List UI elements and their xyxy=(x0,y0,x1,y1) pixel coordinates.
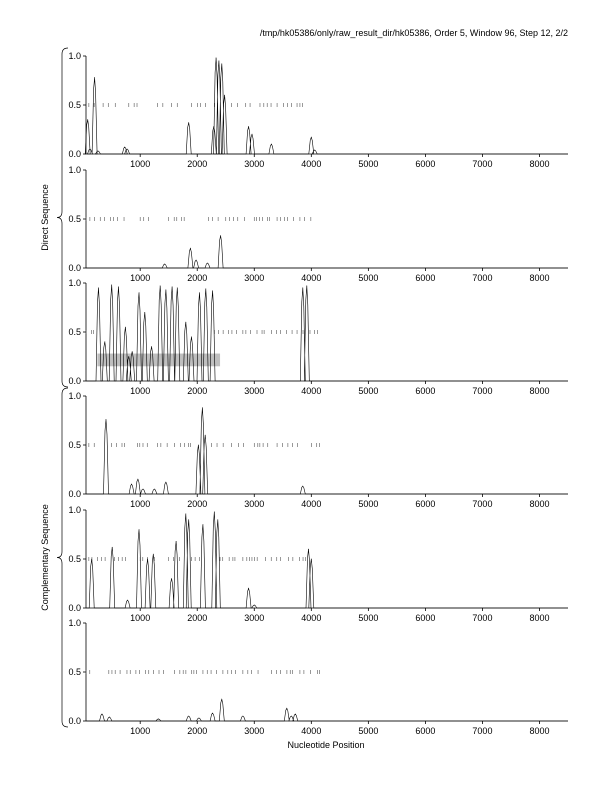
peak-point xyxy=(153,554,154,555)
peak-point xyxy=(102,714,103,715)
peak-point xyxy=(311,137,312,138)
x-tick-label: 8000 xyxy=(529,386,550,396)
mark-cluster xyxy=(174,670,196,674)
panel-3 xyxy=(68,278,568,396)
x-tick-label: 7000 xyxy=(472,613,493,623)
peak-point xyxy=(165,482,166,483)
peak-point xyxy=(217,519,218,520)
x-tick-label: 1000 xyxy=(130,273,151,283)
x-tick-label: 7000 xyxy=(472,159,493,169)
peak-point xyxy=(124,147,125,148)
mark-cluster xyxy=(103,103,115,107)
x-tick-label: 3000 xyxy=(244,499,265,509)
peak-point xyxy=(220,235,221,236)
peak-point xyxy=(188,519,189,520)
brace xyxy=(57,48,68,387)
peak-point xyxy=(109,717,110,718)
mark-cluster xyxy=(231,103,237,107)
peak-point xyxy=(139,292,140,293)
peak-point xyxy=(291,716,292,717)
mark-cluster xyxy=(288,557,305,561)
mark-cluster xyxy=(157,103,163,107)
peak-point xyxy=(158,719,159,720)
peak-point xyxy=(248,588,249,589)
mark-cluster xyxy=(277,103,292,107)
x-tick-label: 4000 xyxy=(301,499,322,509)
signal-line xyxy=(86,236,568,268)
mark-cluster xyxy=(231,443,243,447)
mark-cluster xyxy=(100,217,124,221)
peak-point xyxy=(118,287,119,288)
peak-point xyxy=(127,149,128,150)
peak-point xyxy=(91,559,92,560)
x-tick-label: 6000 xyxy=(415,386,436,396)
peak-point xyxy=(104,341,105,342)
x-tick-label: 1000 xyxy=(130,726,151,736)
mark-cluster xyxy=(226,217,245,221)
peak-point xyxy=(98,151,99,152)
x-tick-label: 6000 xyxy=(415,726,436,736)
x-tick-label: 4000 xyxy=(301,613,322,623)
peak-point xyxy=(295,714,296,715)
mark-cluster xyxy=(243,557,257,561)
x-tick-label: 6000 xyxy=(415,273,436,283)
y-tick-label: 1.0 xyxy=(68,165,81,175)
mark-cluster xyxy=(297,103,303,107)
y-tick-label: 1.0 xyxy=(68,391,81,401)
x-tick-label: 8000 xyxy=(529,499,550,509)
mark-cluster xyxy=(223,670,236,674)
peak-point xyxy=(172,287,173,288)
x-tick-label: 1000 xyxy=(130,613,151,623)
peak-point xyxy=(198,445,199,446)
signal-line xyxy=(86,699,568,721)
peak-point xyxy=(207,263,208,264)
x-tick-label: 8000 xyxy=(529,273,550,283)
panel-6 xyxy=(68,618,568,736)
mark-cluster xyxy=(172,103,178,107)
mark-cluster xyxy=(260,103,271,107)
group-2 xyxy=(40,388,68,727)
peak-point xyxy=(147,559,148,560)
peak-point xyxy=(171,578,172,579)
peak-point xyxy=(185,514,186,515)
peak-point xyxy=(242,716,243,717)
peak-point xyxy=(144,312,145,313)
peak-point xyxy=(112,547,113,548)
mark-cluster xyxy=(277,217,294,221)
x-tick-label: 2000 xyxy=(187,613,208,623)
x-tick-label: 5000 xyxy=(358,273,379,283)
peak-point xyxy=(188,122,189,123)
mark-cluster xyxy=(246,103,250,107)
x-tick-label: 7000 xyxy=(472,499,493,509)
mark-cluster xyxy=(115,557,126,561)
group-label: Complementary Sequence xyxy=(40,504,50,611)
x-tick-label: 3000 xyxy=(244,613,265,623)
peak-point xyxy=(139,529,140,530)
x-tick-label: 5000 xyxy=(358,159,379,169)
mark-cluster xyxy=(266,557,281,561)
peak-point xyxy=(314,150,315,151)
y-tick-label: 0.5 xyxy=(68,554,81,564)
y-tick-label: 0.0 xyxy=(68,603,81,613)
mark-cluster xyxy=(169,557,180,561)
peak-point xyxy=(271,144,272,145)
peak-point xyxy=(196,260,197,261)
signal-line xyxy=(86,408,568,494)
mark-cluster xyxy=(300,217,311,221)
peak-point xyxy=(127,600,128,601)
mark-cluster xyxy=(214,103,223,107)
x-tick-label: 2000 xyxy=(187,499,208,509)
peak-point xyxy=(190,248,191,249)
mark-cluster xyxy=(297,330,317,334)
mark-cluster xyxy=(86,670,90,674)
mark-cluster xyxy=(271,330,292,334)
x-tick-label: 5000 xyxy=(358,386,379,396)
x-tick-label: 8000 xyxy=(529,159,550,169)
peak-point xyxy=(212,290,213,291)
y-tick-label: 0.0 xyxy=(68,376,81,386)
peak-point xyxy=(87,119,88,120)
y-tick-label: 1.0 xyxy=(68,278,81,288)
peak-point xyxy=(106,419,107,420)
y-tick-label: 1.0 xyxy=(68,51,81,61)
peak-point xyxy=(219,61,220,62)
x-tick-label: 3000 xyxy=(244,726,265,736)
x-tick-label: 8000 xyxy=(529,613,550,623)
brace xyxy=(57,388,68,727)
mark-cluster xyxy=(137,443,147,447)
peak-point xyxy=(221,699,222,700)
x-tick-label: 3000 xyxy=(244,386,265,396)
mark-cluster xyxy=(254,217,269,221)
x-tick-label: 3000 xyxy=(244,273,265,283)
signal-line xyxy=(86,285,568,381)
mark-cluster xyxy=(243,330,264,334)
x-tick-label: 4000 xyxy=(301,386,322,396)
peak-point xyxy=(311,559,312,560)
mark-cluster xyxy=(157,443,167,447)
figure-title: /tmp/hk05386/only/raw_result_dir/hk05386, Order 5, Window 96, Step 12, 2/2 xyxy=(259,28,568,38)
peak-point xyxy=(212,713,213,714)
panel-2 xyxy=(68,165,568,283)
signal-line xyxy=(85,58,568,154)
peak-point xyxy=(213,126,214,127)
peak-point xyxy=(199,292,200,293)
x-tick-label: 1000 xyxy=(130,386,151,396)
y-tick-label: 0.5 xyxy=(68,214,81,224)
peak-point xyxy=(216,58,217,59)
x-tick-label: 3000 xyxy=(244,159,265,169)
panel-4 xyxy=(68,391,568,509)
x-tick-label: 1000 xyxy=(130,499,151,509)
x-tick-label: 6000 xyxy=(415,159,436,169)
x-tick-label: 7000 xyxy=(472,386,493,396)
peak-point xyxy=(188,716,189,717)
group-label: Direct Sequence xyxy=(40,184,50,251)
peak-point xyxy=(191,337,192,338)
x-axis-title: Nucleotide Position xyxy=(287,740,365,750)
peak-point xyxy=(306,286,307,287)
peak-point xyxy=(177,288,178,289)
mark-cluster xyxy=(89,443,94,447)
mark-cluster xyxy=(149,670,164,674)
mark-cluster xyxy=(109,670,146,674)
signal-line xyxy=(86,512,568,608)
peak-point xyxy=(160,286,161,287)
x-tick-label: 2000 xyxy=(187,726,208,736)
mark-cluster xyxy=(277,443,298,447)
mark-cluster xyxy=(271,670,292,674)
peak-point xyxy=(165,289,166,290)
peak-point xyxy=(132,351,133,352)
mark-cluster xyxy=(169,217,184,221)
peak-point xyxy=(138,479,139,480)
peak-point xyxy=(125,327,126,328)
mark-cluster xyxy=(243,670,258,674)
group-labels xyxy=(40,48,68,727)
mark-cluster xyxy=(112,443,125,447)
x-tick-label: 2000 xyxy=(187,159,208,169)
peak-point xyxy=(111,285,112,286)
mark-cluster xyxy=(86,217,94,221)
peak-point xyxy=(131,484,132,485)
x-tick-label: 5000 xyxy=(358,499,379,509)
x-tick-label: 8000 xyxy=(529,726,550,736)
peak-point xyxy=(143,489,144,490)
x-tick-label: 4000 xyxy=(301,159,322,169)
mark-cluster xyxy=(209,217,218,221)
peak-point xyxy=(221,63,222,64)
panel-1 xyxy=(68,51,568,169)
peak-point xyxy=(248,126,249,127)
group-1 xyxy=(40,48,68,387)
peak-point xyxy=(254,605,255,606)
panel-5 xyxy=(68,505,568,623)
peak-point xyxy=(199,718,200,719)
mark-cluster xyxy=(86,330,94,334)
peak-point xyxy=(205,435,206,436)
x-tick-label: 6000 xyxy=(415,499,436,509)
mark-cluster xyxy=(300,670,320,674)
y-tick-label: 0.5 xyxy=(68,440,81,450)
peak-point xyxy=(202,407,203,408)
mark-cluster xyxy=(214,330,236,334)
mark-cluster xyxy=(311,443,319,447)
y-tick-label: 1.0 xyxy=(68,505,81,515)
peak-point xyxy=(214,512,215,513)
mark-cluster xyxy=(254,443,267,447)
mark-cluster xyxy=(203,670,217,674)
mark-cluster xyxy=(140,217,148,221)
y-tick-label: 1.0 xyxy=(68,618,81,628)
peak-point xyxy=(286,708,287,709)
y-tick-label: 0.5 xyxy=(68,327,81,337)
peak-point xyxy=(151,346,152,347)
x-tick-label: 5000 xyxy=(358,726,379,736)
y-tick-label: 0.0 xyxy=(68,716,81,726)
x-tick-label: 2000 xyxy=(187,386,208,396)
peak-point xyxy=(164,264,165,265)
x-tick-label: 2000 xyxy=(187,273,208,283)
peak-point xyxy=(176,541,177,542)
x-tick-label: 4000 xyxy=(301,726,322,736)
peak-point xyxy=(302,288,303,289)
y-tick-label: 0.0 xyxy=(68,149,81,159)
x-tick-label: 5000 xyxy=(358,613,379,623)
peak-point xyxy=(90,149,91,150)
peak-point xyxy=(308,549,309,550)
x-tick-label: 7000 xyxy=(472,273,493,283)
peak-point xyxy=(128,356,129,357)
mark-cluster xyxy=(129,103,137,107)
mark-cluster xyxy=(174,443,190,447)
peak-point xyxy=(224,95,225,96)
peak-point xyxy=(154,489,155,490)
peak-point xyxy=(203,524,204,525)
y-tick-label: 0.5 xyxy=(68,667,81,677)
peak-point xyxy=(94,77,95,78)
mark-cluster xyxy=(192,103,206,107)
x-tick-label: 7000 xyxy=(472,726,493,736)
peak-point xyxy=(302,486,303,487)
x-tick-label: 4000 xyxy=(301,273,322,283)
y-tick-label: 0.0 xyxy=(68,263,81,273)
peak-point xyxy=(205,288,206,289)
mark-cluster xyxy=(192,557,200,561)
panels xyxy=(68,51,568,736)
mark-cluster xyxy=(211,443,223,447)
x-tick-label: 1000 xyxy=(130,159,151,169)
y-tick-label: 0.0 xyxy=(68,489,81,499)
mark-cluster xyxy=(220,557,235,561)
peak-point xyxy=(252,134,253,135)
x-tick-label: 6000 xyxy=(415,613,436,623)
y-tick-label: 0.5 xyxy=(68,100,81,110)
peak-point xyxy=(98,288,99,289)
peak-point xyxy=(185,322,186,323)
